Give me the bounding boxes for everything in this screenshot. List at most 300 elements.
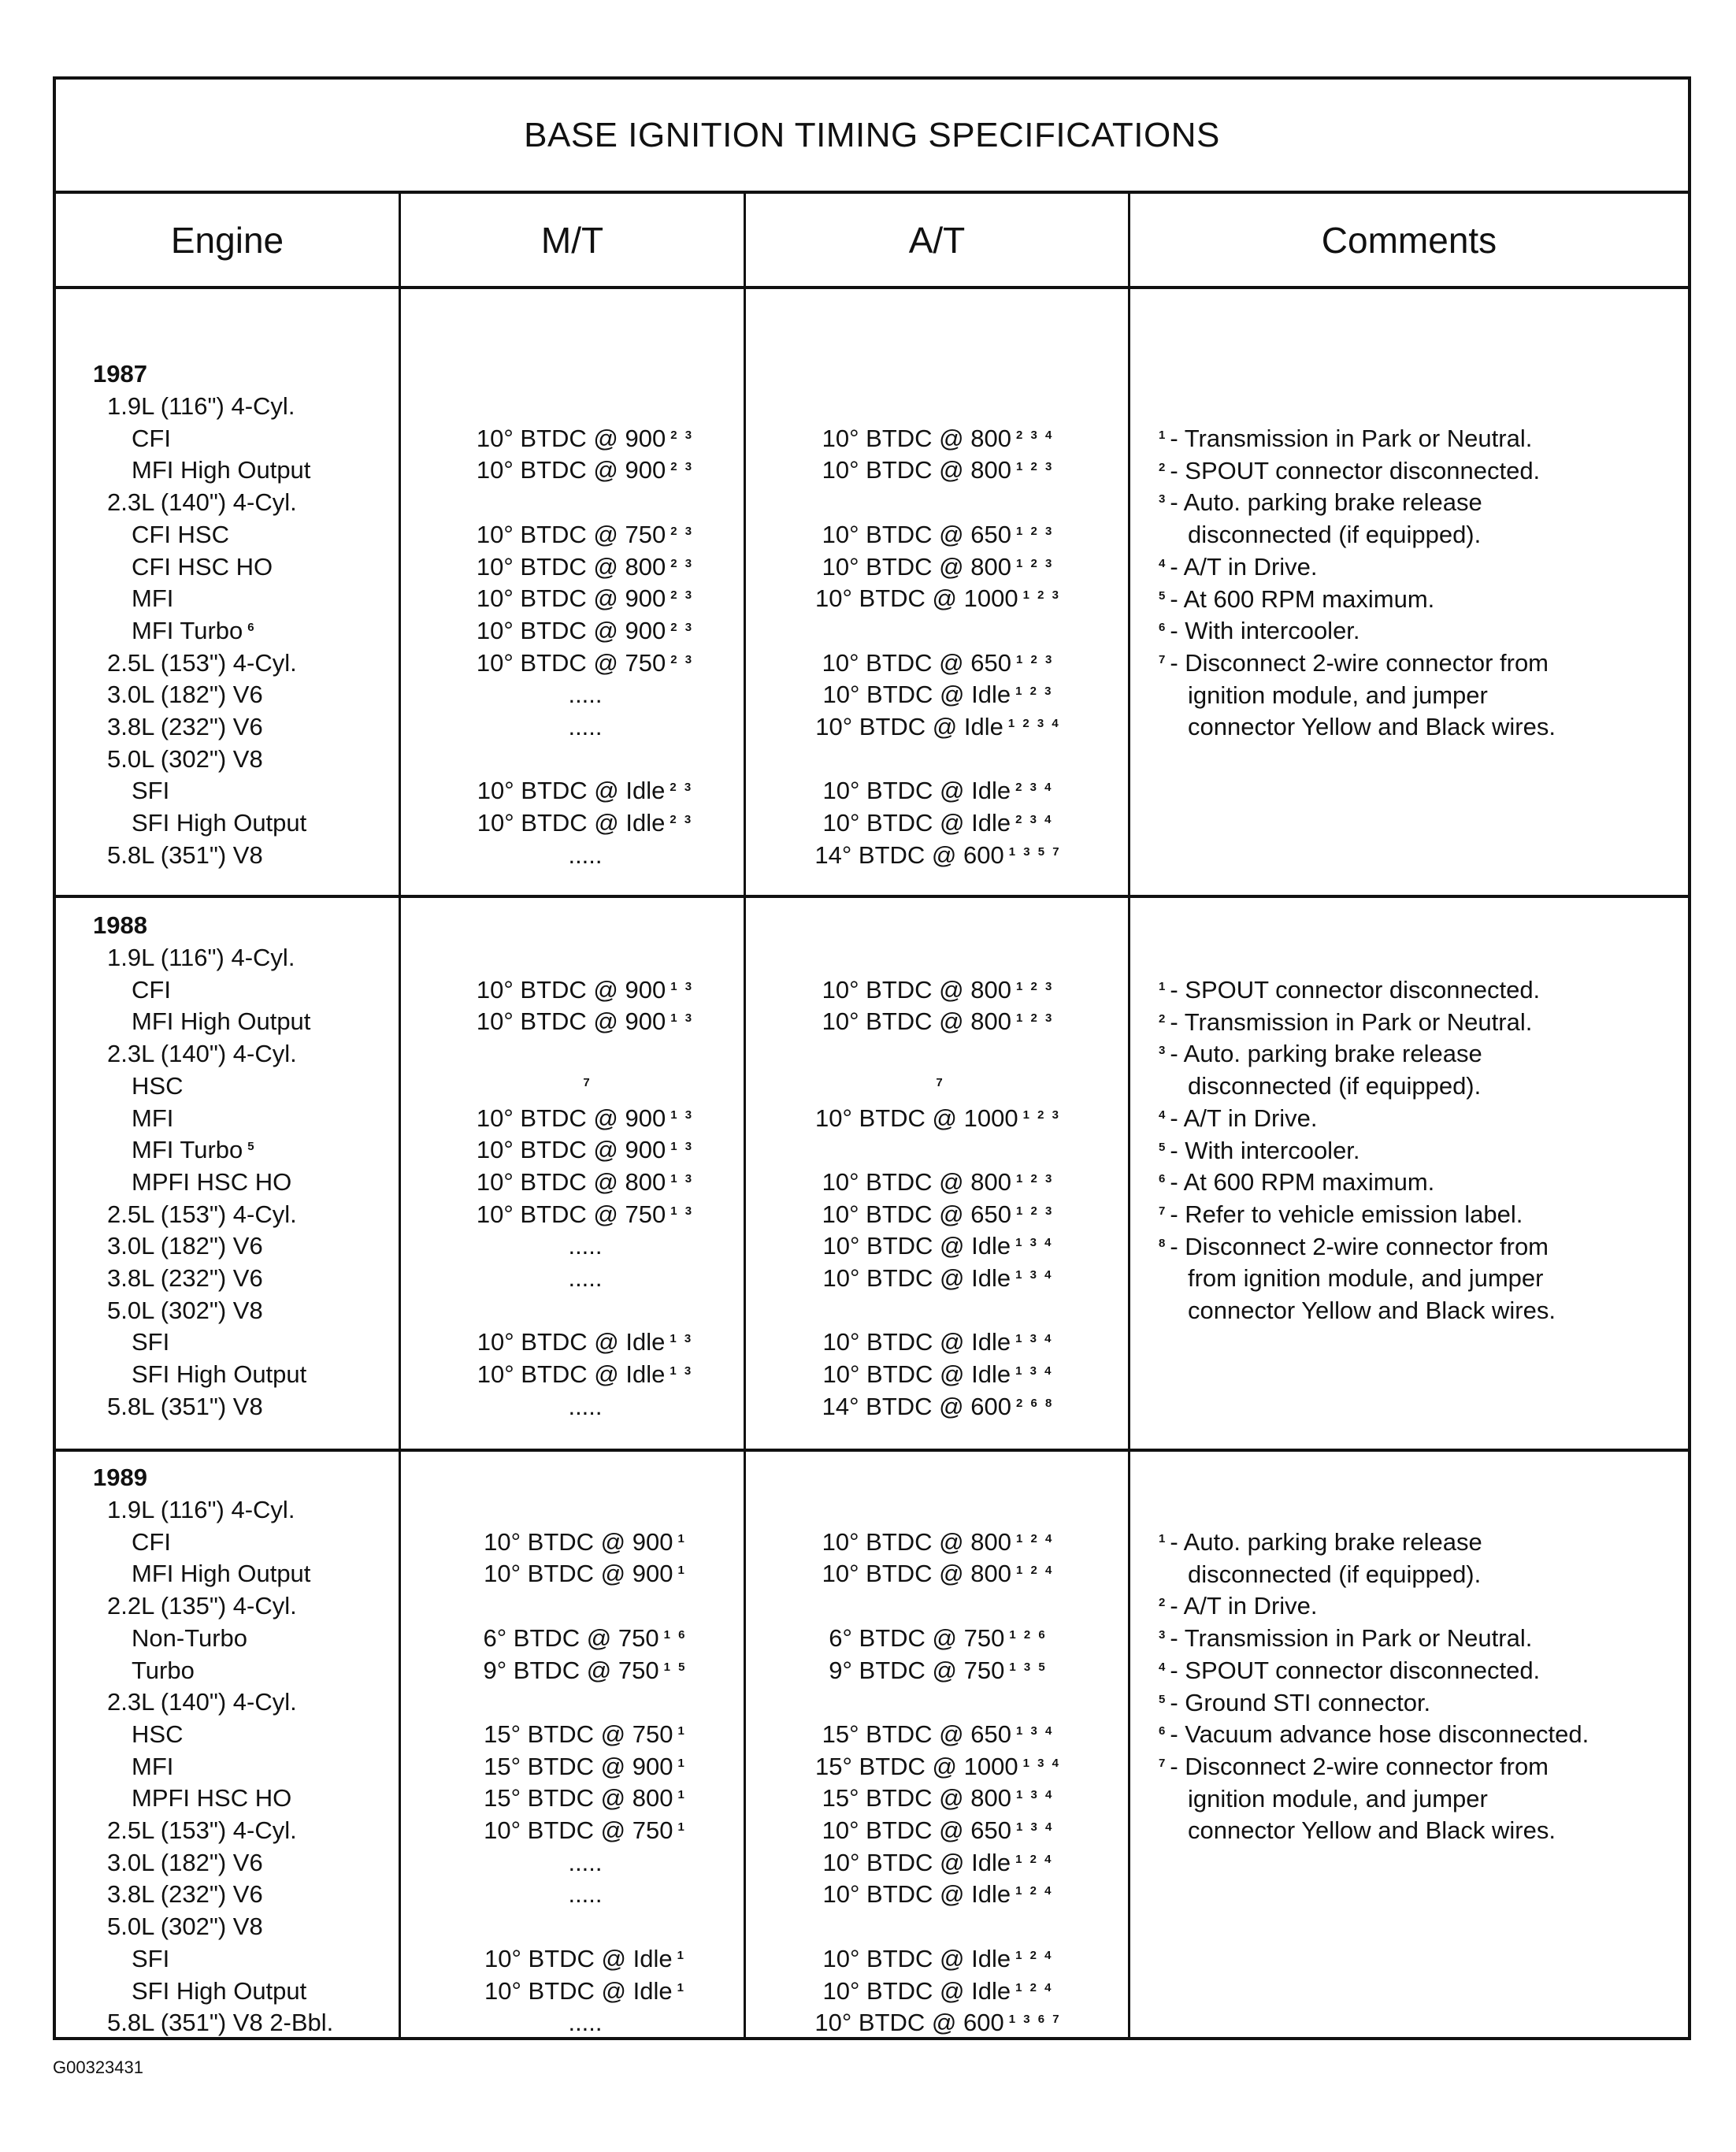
footnote-ref: 1 2 3 xyxy=(1022,588,1061,603)
comment-line xyxy=(1188,1558,1481,1590)
mt-value: 10° BTDC @ Idle xyxy=(484,1976,673,2005)
comment-line xyxy=(1159,1037,1482,1070)
mt-spec xyxy=(428,1102,743,1134)
footnote-ref: 1 2 3 xyxy=(1015,979,1055,993)
footnote-number: 1 xyxy=(1159,1532,1166,1545)
comment-text: disconnected (if equipped). xyxy=(1188,521,1482,549)
engine-text: MFI Turbo xyxy=(132,616,243,644)
at-spec xyxy=(765,2006,1111,2039)
engine-text: 3.0L (182") V6 xyxy=(107,681,263,709)
footnote-ref: 1 2 3 xyxy=(1015,652,1055,666)
mt-spec xyxy=(428,647,743,679)
engine-text: 2.3L (140") 4-Cyl. xyxy=(107,1688,297,1716)
engine-label xyxy=(132,1975,306,2007)
at-value: 10° BTDC @ 600 xyxy=(814,2009,1004,2037)
engine-text: SFI xyxy=(132,1944,170,1972)
footnote-ref: 1 xyxy=(677,1948,686,1962)
at-value: 10° BTDC @ 1000 xyxy=(815,1104,1018,1132)
comment-line xyxy=(1159,1230,1549,1263)
at-spec xyxy=(765,1654,1111,1686)
mt-spec xyxy=(428,518,743,551)
at-value: 10° BTDC @ 650 xyxy=(822,1200,1011,1228)
at-value: 15° BTDC @ 650 xyxy=(822,1720,1011,1748)
comment-line xyxy=(1188,1814,1556,1846)
engine-label xyxy=(132,1526,171,1558)
mt-value: 10° BTDC @ 900 xyxy=(476,975,666,1004)
at-spec xyxy=(765,1878,1111,1910)
footnote-ref: 2 3 xyxy=(670,588,695,603)
engine-label xyxy=(132,1134,257,1166)
at-spec xyxy=(765,647,1111,679)
engine-text: 2.3L (140") 4-Cyl. xyxy=(107,1040,297,1068)
at-spec xyxy=(765,974,1111,1006)
at-spec xyxy=(765,582,1111,614)
engine-text: MFI High Output xyxy=(132,456,311,484)
at-spec xyxy=(765,1102,1111,1134)
engine-text: SFI High Output xyxy=(132,1360,307,1389)
footnote-ref: 1 5 xyxy=(663,1660,688,1674)
footnote-number: 8 xyxy=(1159,1236,1166,1250)
footnote-number: 6 xyxy=(1159,1172,1166,1186)
at-value: 10° BTDC @ 800 xyxy=(822,1527,1011,1556)
mt-spec xyxy=(428,1358,743,1390)
engine-text: 1.9L (116") 4-Cyl. xyxy=(107,944,295,971)
table-title: BASE IGNITION TIMING SPECIFICATIONS xyxy=(56,80,1688,194)
footnote-number: 6 xyxy=(1159,621,1166,635)
at-value: 10° BTDC @ 1000 xyxy=(815,584,1018,613)
engine-label xyxy=(132,1782,291,1814)
footnote-ref: 1 xyxy=(677,1820,687,1834)
comment-line xyxy=(1159,1134,1360,1167)
footnote-ref: 2 3 xyxy=(670,781,694,795)
engine-label xyxy=(107,486,297,518)
mt-value: 10° BTDC @ 900 xyxy=(476,1007,666,1036)
engine-label xyxy=(107,1390,263,1423)
engine-label xyxy=(107,1262,263,1294)
mt-spec xyxy=(428,807,743,839)
engine-text: SFI xyxy=(132,1328,170,1356)
mt-value: 10° BTDC @ 750 xyxy=(484,1816,673,1844)
footnote-ref: 1 2 3 xyxy=(1015,685,1054,699)
footnote-ref: 1 2 4 xyxy=(1015,1980,1054,1994)
mt-spec xyxy=(428,1557,743,1590)
at-value: 15° BTDC @ 800 xyxy=(822,1784,1011,1813)
footnote-ref: 2 3 4 xyxy=(1015,428,1055,442)
engine-text: 2.3L (140") 4-Cyl. xyxy=(107,488,297,517)
comment-text: ignition module, and jumper xyxy=(1188,681,1488,709)
footnote-ref: 1 2 4 xyxy=(1015,1531,1055,1545)
engine-text: SFI xyxy=(132,777,170,805)
comment-line xyxy=(1159,1750,1549,1783)
at-value: 10° BTDC @ 800 xyxy=(822,456,1011,484)
footnote-number: 6 xyxy=(1159,1724,1166,1738)
footnote-ref: 2 3 xyxy=(670,620,695,634)
at-spec xyxy=(765,1718,1111,1750)
mt-spec xyxy=(428,1326,743,1358)
comment-text: ignition module, and jumper xyxy=(1188,1784,1488,1813)
engine-label xyxy=(132,1005,310,1037)
footnote-ref: 1 xyxy=(677,1756,687,1770)
engine-label xyxy=(107,1878,263,1910)
at-spec xyxy=(765,1750,1111,1783)
comment-text: - A/T in Drive. xyxy=(1170,1592,1318,1620)
at-spec xyxy=(765,1846,1111,1879)
footnote-ref: 1 2 3 xyxy=(1015,1171,1055,1185)
footnote-ref: 1 3 5 7 xyxy=(1008,844,1062,859)
mt-value: 10° BTDC @ 900 xyxy=(484,1560,673,1588)
comment-text: - Disconnect 2-wire connector from xyxy=(1170,648,1549,677)
comment-line xyxy=(1159,1686,1430,1719)
engine-label xyxy=(132,774,169,807)
at-spec xyxy=(765,1262,1111,1294)
footnote-ref: 1 3 4 xyxy=(1015,1332,1054,1346)
footnote-ref: 1 3 xyxy=(670,1204,695,1218)
engine-text: SFI High Output xyxy=(132,1976,307,2005)
footnote-ref: 1 2 3 xyxy=(1015,460,1055,474)
engine-text: 2.5L (153") 4-Cyl. xyxy=(107,1816,297,1844)
at-spec xyxy=(765,1326,1111,1358)
at-spec xyxy=(765,1622,1111,1654)
at-spec xyxy=(765,518,1111,551)
footnote-ref: 1 xyxy=(677,1788,687,1802)
footnote-ref: 1 3 6 7 xyxy=(1008,2013,1062,2027)
footnote-ref: 5 xyxy=(247,1140,257,1154)
at-value: 10° BTDC @ Idle xyxy=(822,777,1011,805)
engine-label xyxy=(132,1557,310,1590)
comment-line xyxy=(1188,711,1556,743)
mt-value: 15° BTDC @ 900 xyxy=(484,1752,673,1780)
mt-spec xyxy=(428,678,743,711)
footnote-ref: 1 xyxy=(677,1980,686,1994)
engine-label xyxy=(132,1942,169,1975)
at-spec xyxy=(765,551,1111,583)
footnote-ref: 1 2 3 xyxy=(1022,1108,1061,1122)
at-value: 10° BTDC @ 650 xyxy=(822,1816,1011,1844)
footnote-ref: 2 3 xyxy=(670,460,695,474)
footnote-number: 5 xyxy=(1159,1692,1166,1706)
at-spec xyxy=(765,1942,1111,1975)
comment-text: - SPOUT connector disconnected. xyxy=(1170,976,1541,1004)
comment-text: disconnected (if equipped). xyxy=(1188,1560,1482,1588)
mt-value: 10° BTDC @ 900 xyxy=(476,616,666,644)
mt-spec xyxy=(428,1782,743,1814)
engine-text: 5.8L (351") V8 2-Bbl. xyxy=(107,2009,334,2037)
at-value: 10° BTDC @ Idle xyxy=(822,1976,1011,2005)
at-spec xyxy=(765,1230,1111,1262)
footnote-ref: 1 2 4 xyxy=(1015,1948,1054,1962)
engine-text: MFI xyxy=(132,584,174,613)
engine-label xyxy=(132,1718,183,1750)
footnote-ref: 1 2 3 xyxy=(1015,1011,1055,1026)
engine-text: CFI xyxy=(132,424,171,452)
footnote-ref: 1 3 xyxy=(670,1332,694,1346)
comment-line xyxy=(1159,551,1318,583)
engine-label xyxy=(107,1037,297,1070)
at-spec xyxy=(765,1526,1111,1558)
comment-line xyxy=(1159,583,1434,615)
at-value: 10° BTDC @ Idle xyxy=(822,1360,1011,1389)
mt-value: 10° BTDC @ 900 xyxy=(476,424,666,452)
engine-label xyxy=(132,1750,173,1783)
engine-text: SFI High Output xyxy=(132,809,307,837)
at-value: 14° BTDC @ 600 xyxy=(814,840,1004,869)
footnote-ref: 1 2 3 xyxy=(1015,1204,1055,1218)
column-divider xyxy=(1128,194,1130,2037)
comment-line xyxy=(1159,1622,1532,1654)
engine-text: MFI Turbo xyxy=(132,1136,243,1164)
at-spec xyxy=(765,1975,1111,2007)
engine-label xyxy=(107,941,295,974)
mt-spec xyxy=(428,1975,743,2007)
engine-label xyxy=(132,1326,169,1358)
footnote-ref: 2 3 xyxy=(670,556,695,570)
engine-text: 2.5L (153") 4-Cyl. xyxy=(107,1200,297,1228)
footnote-ref: 1 3 xyxy=(670,1140,695,1154)
engine-text: 3.8L (232") V6 xyxy=(107,713,263,740)
mt-spec xyxy=(428,1262,743,1294)
comment-line xyxy=(1159,1654,1540,1686)
footnote-ref: 2 3 xyxy=(670,813,694,827)
at-value: 10° BTDC @ Idle xyxy=(822,1880,1011,1909)
section-year: 1989 xyxy=(93,1464,147,1491)
footnote-number: 4 xyxy=(1159,1660,1166,1674)
engine-text: CFI HSC xyxy=(132,520,229,548)
at-value: 10° BTDC @ 800 xyxy=(822,1560,1011,1588)
engine-label xyxy=(107,1814,297,1846)
mt-spec xyxy=(428,614,743,647)
mt-value: ..... xyxy=(568,1232,603,1260)
engine-label xyxy=(107,1910,263,1942)
footnote-ref: 1 3 xyxy=(670,1171,695,1185)
engine-label xyxy=(132,518,229,551)
footnote-number: 1 xyxy=(1159,429,1166,442)
mt-value: ..... xyxy=(568,1392,603,1420)
engine-label xyxy=(132,614,257,647)
engine-text: 3.0L (182") V6 xyxy=(107,1232,263,1260)
mt-spec xyxy=(428,1846,743,1879)
footnote-number: 4 xyxy=(1159,556,1166,570)
comment-text: - At 600 RPM maximum. xyxy=(1170,1168,1435,1197)
mt-value: ..... xyxy=(568,713,603,740)
mt-spec xyxy=(428,1814,743,1846)
engine-text: 3.8L (232") V6 xyxy=(107,1880,263,1909)
mt-spec xyxy=(428,1750,743,1783)
at-spec xyxy=(765,839,1111,871)
comment-text: - A/T in Drive. xyxy=(1170,1104,1318,1132)
engine-text: 3.8L (232") V6 xyxy=(107,1264,263,1292)
at-value: 10° BTDC @ 800 xyxy=(822,552,1011,581)
footnote-ref: 1 3 xyxy=(670,1011,695,1026)
footnote-ref: 2 3 xyxy=(670,652,695,666)
mt-value: 10° BTDC @ Idle xyxy=(477,1328,666,1356)
engine-label xyxy=(107,2006,333,2039)
at-value: 15° BTDC @ 1000 xyxy=(815,1752,1018,1780)
engine-label xyxy=(132,1102,173,1134)
at-value: 10° BTDC @ 800 xyxy=(822,424,1011,452)
at-value: 10° BTDC @ 800 xyxy=(822,1167,1011,1196)
engine-text: 5.0L (302") V8 xyxy=(107,1913,263,1941)
comment-text: - Transmission in Park or Neutral. xyxy=(1170,1624,1533,1653)
footnote-ref: 2 6 8 xyxy=(1015,1396,1055,1410)
engine-label xyxy=(107,1294,263,1326)
engine-label xyxy=(132,1358,306,1390)
header-engine: Engine xyxy=(170,219,284,261)
mt-spec xyxy=(428,1005,743,1037)
mt-value: 10° BTDC @ 800 xyxy=(476,552,666,581)
engine-label xyxy=(107,743,263,775)
mt-value: 10° BTDC @ Idle xyxy=(484,1944,673,1972)
mt-value: 10° BTDC @ Idle xyxy=(477,809,666,837)
mt-spec xyxy=(428,1070,743,1102)
engine-label xyxy=(132,1622,247,1654)
header-row xyxy=(56,194,1688,289)
footnote-ref: 1 3 xyxy=(670,1364,694,1378)
engine-label xyxy=(132,807,306,839)
comment-text: - Auto. parking brake release xyxy=(1170,1040,1482,1068)
engine-label xyxy=(107,1493,295,1526)
engine-text: CFI xyxy=(132,975,171,1004)
footnote-number: 7 xyxy=(1159,1756,1166,1770)
comment-text: - Vacuum advance hose disconnected. xyxy=(1170,1720,1589,1749)
at-value: 10° BTDC @ Idle xyxy=(815,713,1003,740)
at-value: 10° BTDC @ 800 xyxy=(822,1007,1011,1036)
footnote-ref: 1 xyxy=(677,1531,687,1545)
engine-text: MFI xyxy=(132,1752,174,1780)
comment-line xyxy=(1188,1070,1481,1102)
comment-text: - Ground STI connector. xyxy=(1170,1688,1431,1716)
mt-value: ..... xyxy=(568,1264,603,1292)
section-divider xyxy=(56,1449,1688,1452)
footnote-number: 3 xyxy=(1159,1628,1166,1642)
engine-label xyxy=(107,1846,263,1879)
footnote-number: 2 xyxy=(1159,460,1166,474)
comment-line xyxy=(1159,1526,1482,1558)
at-value: 10° BTDC @ Idle xyxy=(822,1264,1011,1292)
mt-spec xyxy=(428,1230,743,1262)
mt-value: 10° BTDC @ 900 xyxy=(476,1104,666,1132)
footnote-ref: 1 2 4 xyxy=(1015,1564,1055,1578)
mt-value: 10° BTDC @ 750 xyxy=(476,520,666,548)
mt-spec xyxy=(428,711,743,743)
mt-spec xyxy=(428,1654,743,1686)
mt-value: ..... xyxy=(568,840,603,869)
engine-label xyxy=(107,839,263,871)
at-value: 10° BTDC @ Idle xyxy=(822,1328,1011,1356)
at-value: 10° BTDC @ Idle xyxy=(822,681,1011,709)
engine-label xyxy=(132,1070,183,1102)
column-divider xyxy=(744,194,746,2037)
at-value: 14° BTDC @ 600 xyxy=(822,1392,1011,1420)
footnote-ref: 6 xyxy=(247,620,257,634)
engine-text: MPFI HSC HO xyxy=(132,1784,292,1813)
mt-spec xyxy=(428,454,743,486)
column-divider xyxy=(399,194,401,2037)
footnote-ref: 1 3 xyxy=(670,979,695,993)
comment-text: - Transmission in Park or Neutral. xyxy=(1170,425,1533,452)
engine-label xyxy=(132,1166,291,1198)
footnote-ref: 1 3 4 xyxy=(1015,1364,1054,1378)
comment-text: - At 600 RPM maximum. xyxy=(1170,584,1435,613)
engine-label xyxy=(132,1654,195,1686)
engine-label xyxy=(132,551,273,583)
mt-spec xyxy=(428,1390,743,1423)
at-value: 10° BTDC @ Idle xyxy=(822,1232,1011,1260)
mt-value: 10° BTDC @ 750 xyxy=(476,1200,666,1228)
engine-label xyxy=(107,1198,297,1230)
engine-text: 1.9L (116") 4-Cyl. xyxy=(107,392,295,420)
mt-value: 10° BTDC @ 900 xyxy=(484,1527,673,1556)
comment-line xyxy=(1159,1006,1532,1038)
engine-text: 2.2L (135") 4-Cyl. xyxy=(107,1592,297,1620)
at-value: 10° BTDC @ 650 xyxy=(822,520,1011,548)
comment-text: from ignition module, and jumper xyxy=(1188,1264,1544,1293)
footnote-ref: 1 3 4 xyxy=(1015,1723,1055,1738)
mt-spec xyxy=(428,1198,743,1230)
footnote-number: 1 xyxy=(1159,980,1166,993)
footnote-number: 2 xyxy=(1159,1596,1166,1610)
figure-code: G00323431 xyxy=(53,2057,143,2077)
comment-text: - Auto. parking brake release xyxy=(1170,488,1482,517)
mt-value: 10° BTDC @ 900 xyxy=(476,584,666,613)
at-spec xyxy=(765,1166,1111,1198)
at-spec xyxy=(765,1782,1111,1814)
mt-spec xyxy=(428,774,743,807)
comment-line xyxy=(1159,422,1532,455)
mt-value: ..... xyxy=(568,1848,603,1876)
at-spec xyxy=(765,774,1111,807)
at-value: 6° BTDC @ 750 xyxy=(829,1623,1005,1652)
footnote-ref: 1 2 3 xyxy=(1015,524,1055,538)
footnote-number: 2 xyxy=(1159,1011,1166,1026)
at-value: 10° BTDC @ 800 xyxy=(822,975,1011,1004)
comment-text: disconnected (if equipped). xyxy=(1188,1072,1482,1100)
mt-spec xyxy=(428,1718,743,1750)
footnote-ref: 1 3 xyxy=(670,1108,695,1122)
engine-text: 5.8L (351") V8 xyxy=(107,1392,263,1420)
engine-label xyxy=(132,974,171,1006)
mt-value: 15° BTDC @ 800 xyxy=(484,1784,673,1813)
comment-line xyxy=(1159,647,1549,679)
mt-spec xyxy=(428,1622,743,1654)
mt-value: 9° BTDC @ 750 xyxy=(483,1656,659,1684)
footnote-number: 3 xyxy=(1159,1044,1166,1058)
footnote-ref: 1 3 4 xyxy=(1015,1268,1054,1282)
at-value: 9° BTDC @ 750 xyxy=(829,1656,1005,1684)
comment-line xyxy=(1159,1166,1434,1198)
comment-text: connector Yellow and Black wires. xyxy=(1188,1297,1556,1324)
engine-text: HSC xyxy=(132,1720,184,1748)
comment-text: - With intercooler. xyxy=(1170,1136,1360,1164)
comment-text: - SPOUT connector disconnected. xyxy=(1170,456,1541,484)
mt-value: 10° BTDC @ Idle xyxy=(477,777,666,805)
mt-value: 10° BTDC @ 900 xyxy=(476,456,666,484)
mt-spec xyxy=(428,1526,743,1558)
comment-line xyxy=(1159,455,1540,487)
comment-line xyxy=(1188,518,1481,551)
comment-text: - Disconnect 2-wire connector from xyxy=(1170,1752,1549,1780)
engine-text: 2.5L (153") 4-Cyl. xyxy=(107,648,297,677)
comment-line xyxy=(1188,1262,1543,1294)
engine-text: 3.0L (182") V6 xyxy=(107,1848,263,1876)
comment-line xyxy=(1159,1718,1589,1750)
engine-label xyxy=(132,422,171,455)
engine-text: Turbo xyxy=(132,1656,195,1684)
spec-table xyxy=(53,76,1691,2040)
footnote-ref: 1 2 3 4 xyxy=(1007,717,1061,730)
comment-text: - Refer to vehicle emission label. xyxy=(1170,1200,1523,1228)
at-spec xyxy=(765,678,1111,711)
footnote-number: 5 xyxy=(1159,588,1166,603)
